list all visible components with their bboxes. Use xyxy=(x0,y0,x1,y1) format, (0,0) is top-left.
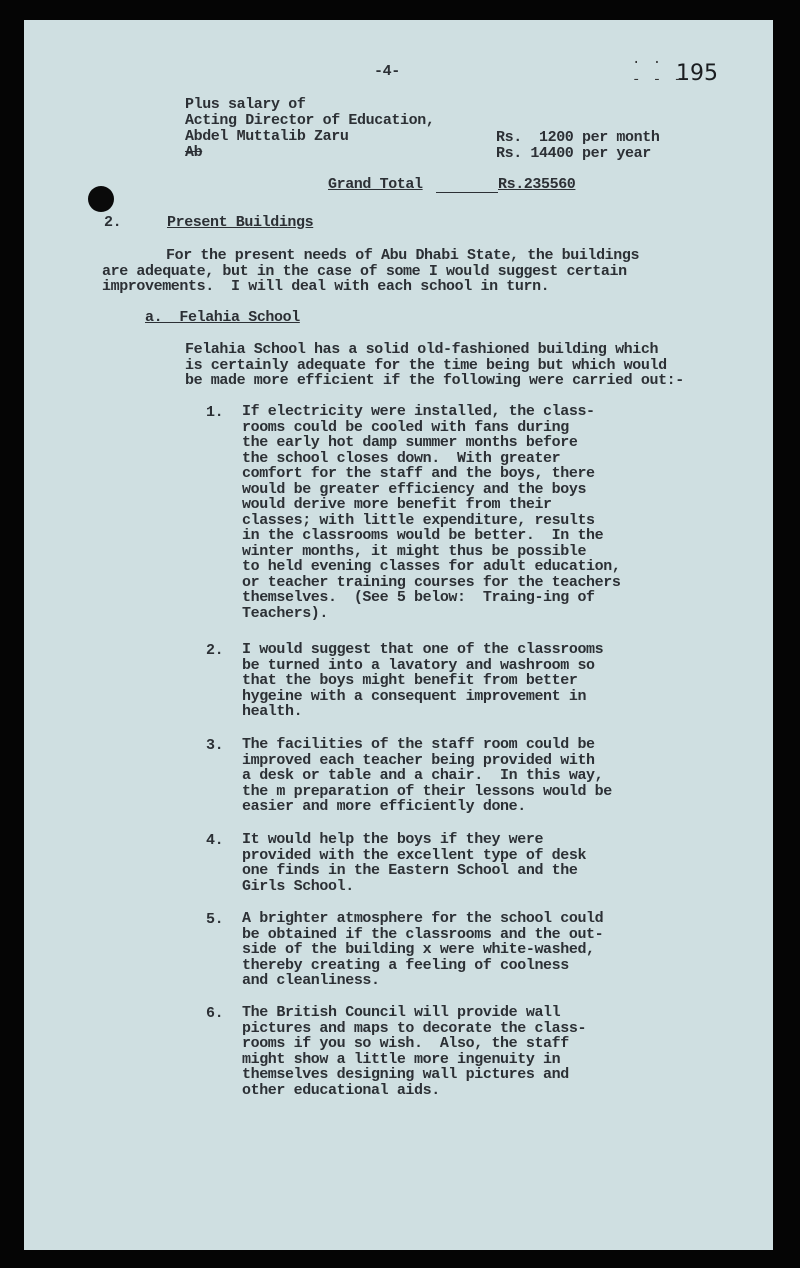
subsection-heading: a. Felahia School xyxy=(145,309,300,326)
item-1-text: If electricity were installed, the class- rooms could be cooled with fans during the early hot damp summer months before the school closes down. With greater comfort for the staff and the boys, there would be greater efficiency and the boys would derive more benefit from their classes; with little expenditure, results in the classrooms would be better. In the winter months, it might thus be possible to held evening classes for adult education, or teacher training courses for the teachers themselves. (See 5 below: Traing-ing of Teachers). xyxy=(242,403,621,622)
section-number: 2. xyxy=(104,214,122,231)
item-2-number: 2. xyxy=(206,642,224,659)
section-heading: Present Buildings xyxy=(167,214,314,231)
salary-line-3: Abdel Muttalib Zaru xyxy=(185,128,349,145)
item-3-text: The facilities of the staff room could be improved each teacher being provided with a desk or table and a chair. In this way, the m preparation of their lessons would be easier and more efficiently done. xyxy=(242,736,612,815)
subsection-intro: Felahia School has a solid old-fashioned building which is certainly adequate for the time being but which would be made more efficient if the following were carried out:- xyxy=(185,341,684,389)
grand-total-rule xyxy=(436,192,498,193)
document-page xyxy=(24,20,773,1250)
page-number: -4- xyxy=(374,63,400,80)
salary-line-2: Acting Director of Education, xyxy=(185,112,435,129)
item-5-number: 5. xyxy=(206,911,224,928)
grand-total-amount: Rs.235560 xyxy=(498,176,576,193)
salary-monthly: Rs. 1200 per month xyxy=(496,129,660,146)
item-4-text: It would help the boys if they were provided with the excellent type of desk one finds in the Eastern School and the Girls School. xyxy=(242,831,587,895)
item-5-text: A brighter atmosphere for the school could be obtained if the classrooms and the out- side of the building x were white-washed, thereby creating a feeling of coolness and cleanliness. xyxy=(242,910,604,989)
item-6-text: The British Council will provide wall pictures and maps to decorate the class- rooms if you so wish. Also, the staff might show a little more ingenuity in themselves designing wall pictures and other educational aids. xyxy=(242,1004,587,1099)
item-6-number: 6. xyxy=(206,1005,224,1022)
salary-struck-text: Ab xyxy=(185,144,203,161)
grand-total-label: Grand Total xyxy=(328,176,423,193)
item-1-number: 1. xyxy=(206,404,224,421)
section-intro xyxy=(102,248,639,295)
punch-hole xyxy=(88,186,114,212)
salary-yearly: Rs. 14400 per year xyxy=(496,145,651,162)
section-intro-text: For the present needs of Abu Dhabi State, the buildings are adequate, but in the case of some I would suggest certain improvements. I will deal with each school in turn. xyxy=(102,247,640,295)
corner-marks: . . - - - xyxy=(632,52,685,88)
item-2-text: I would suggest that one of the classrooms be turned into a lavatory and washroom so that the boys might benefit from better hygeine with a consequent improvement in health. xyxy=(242,641,604,720)
salary-line-1: Plus salary of xyxy=(185,96,306,113)
archive-folio-number: 195 xyxy=(676,61,718,86)
item-4-number: 4. xyxy=(206,832,224,849)
item-3-number: 3. xyxy=(206,737,224,754)
